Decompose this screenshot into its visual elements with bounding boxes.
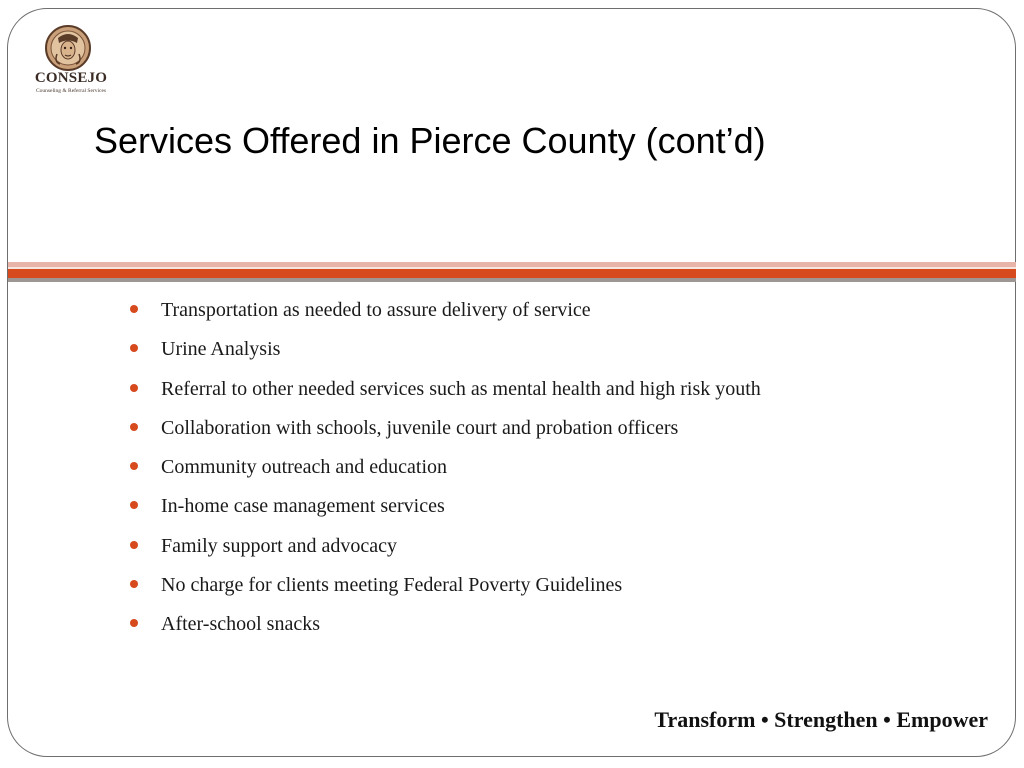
bullet-text: Urine Analysis (161, 338, 281, 361)
bullet-text: After-school snacks (161, 613, 320, 636)
bullet-dot-icon (130, 344, 138, 352)
bullet-text: Collaboration with schools, juvenile court and probation officers (161, 416, 679, 439)
bullet-item (130, 373, 761, 412)
divider-band-accent (8, 269, 1016, 278)
bullet-dot-icon (130, 384, 138, 392)
bullet-dot-icon (130, 541, 138, 549)
bullet-text: Referral to other needed services such as mental health and high risk youth (161, 377, 761, 400)
bullet-item (130, 608, 761, 647)
bullet-item (130, 451, 761, 490)
divider-band-gray (8, 278, 1016, 282)
bullet-item (130, 333, 761, 372)
bullet-dot-icon (130, 501, 138, 509)
logo-name: CONSEJO (34, 70, 108, 86)
consejo-logo (28, 24, 114, 96)
bullet-dot-icon (130, 580, 138, 588)
bullet-item (130, 412, 761, 451)
bullet-list (130, 294, 761, 648)
bullet-dot-icon (130, 619, 138, 627)
bullet-text: Family support and advocacy (161, 534, 398, 557)
bullet-item (130, 530, 761, 569)
bullet-text: Transportation as needed to assure delivery of service (161, 299, 591, 321)
divider-bands (8, 262, 1016, 282)
bullet-dot-icon (130, 305, 138, 313)
footer-tagline: Transform • Strengthen • Empower (654, 707, 988, 732)
bullet-text: Community outreach and education (161, 456, 448, 479)
bullet-text: No charge for clients meeting Federal Poverty Guidelines (161, 574, 623, 597)
bullet-item (130, 490, 761, 529)
logo-tagline: Counseling & Referral Services (35, 88, 107, 94)
bullet-dot-icon (130, 462, 138, 470)
bullet-text: In-home case management services (161, 495, 445, 518)
bullet-item (130, 294, 761, 333)
face-medallion-icon (44, 24, 92, 72)
bullet-dot-icon (130, 423, 138, 431)
slide-title: Services Offered in Pierce County (cont’d) (94, 120, 766, 161)
bullet-item (130, 569, 761, 608)
